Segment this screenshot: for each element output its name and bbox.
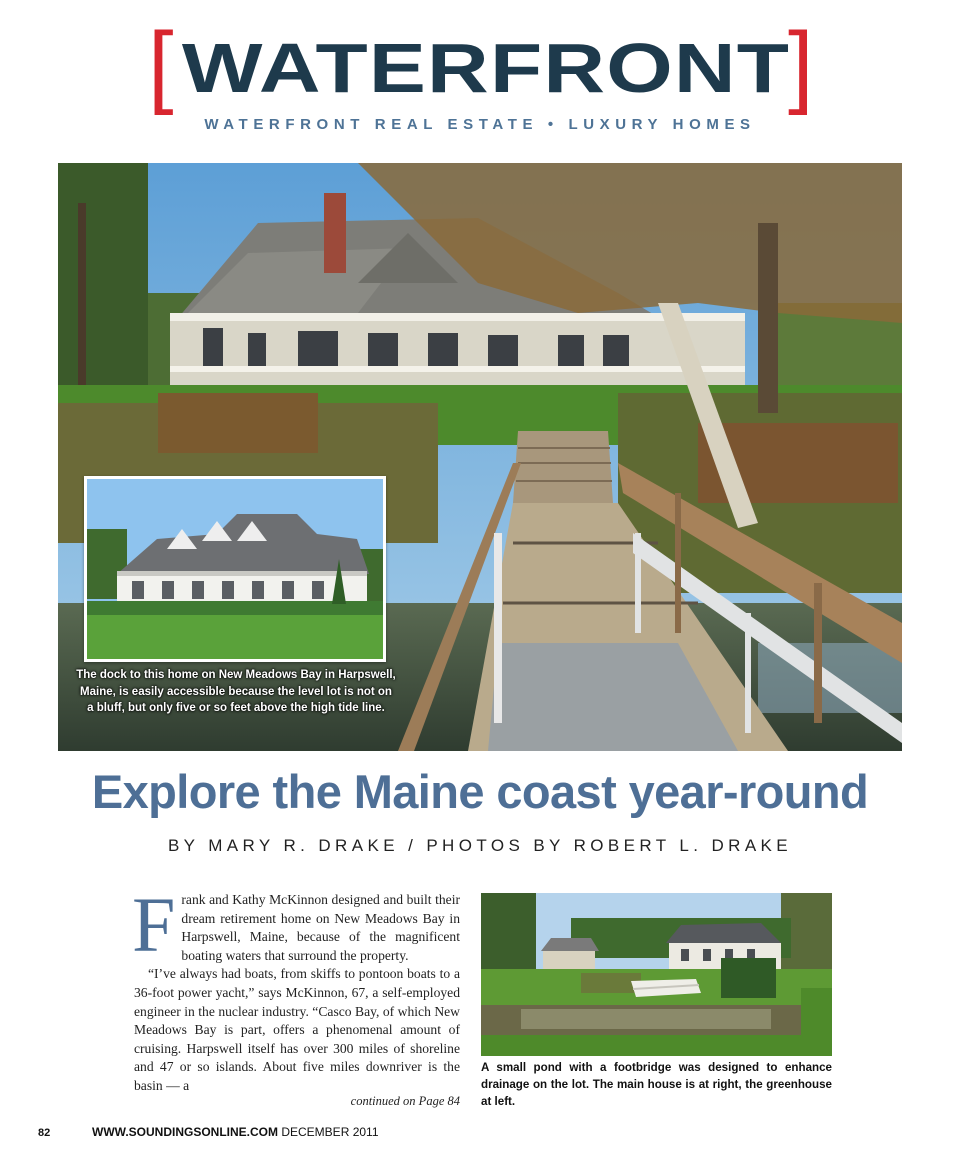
page-number: 82 <box>38 1127 51 1139</box>
continued-note: continued on Page 84 <box>350 1094 460 1108</box>
footer-url[interactable]: WWW.SOUNDINGSONLINE.COM <box>92 1125 278 1139</box>
article-paragraph-1-text: rank and Kathy McKinnon designed and built their dream retirement home on New Meadows Bay in Harpswell, Maine, because of the magnificent boating waters that surround the property. <box>181 892 460 963</box>
hero-photo <box>58 163 902 751</box>
pond-photo-caption: A small pond with a footbridge was designed to enhance drainage on the lot. The main house is at right, the greenhouse at left. <box>481 1061 832 1109</box>
masthead-title: WATERFRONT <box>181 29 791 107</box>
article-headline: Explore the Maine coast year-round <box>91 765 869 818</box>
masthead <box>0 14 960 116</box>
inset-photo <box>84 476 386 662</box>
article-byline: BY MARY R. DRAKE / PHOTOS BY ROBERT L. DRAKE <box>167 836 793 855</box>
masthead-bracket-left: [ <box>148 14 174 116</box>
hero-photo-illustration <box>58 163 902 751</box>
pond-photo <box>481 893 832 1056</box>
pond-photo-illustration <box>481 893 832 1056</box>
page-footer <box>92 1125 379 1139</box>
article-body <box>132 881 460 1096</box>
masthead-bracket-right: ] <box>788 14 814 116</box>
masthead-subtitle: WATERFRONT REAL ESTATE • LUXURY HOMES <box>204 116 756 133</box>
article-paragraph-2: “I’ve always had boats, from skiffs to pontoon boats to a 36-foot power yacht,” says McKinnon, 67, a self-employed engineer in the nuclear industry. “Casco Bay, of which New Meadows Bay is part, offers a phenomenal amount of cruising. Harpswell itself has over 300 miles of shoreline and 47 or so islands. About five miles downriver is the basin — a <box>134 966 460 1093</box>
inset-photo-illustration <box>87 479 383 659</box>
drop-cap: F <box>132 881 176 968</box>
footer-issue: DECEMBER 2011 <box>281 1125 379 1139</box>
article-paragraph-1 <box>132 881 460 968</box>
hero-photo-caption: The dock to this home on New Meadows Bay in Harpswell, Maine, is easily accessible because the level lot is not on a bluff, but only five or so feet above the high tide line. <box>76 669 396 714</box>
